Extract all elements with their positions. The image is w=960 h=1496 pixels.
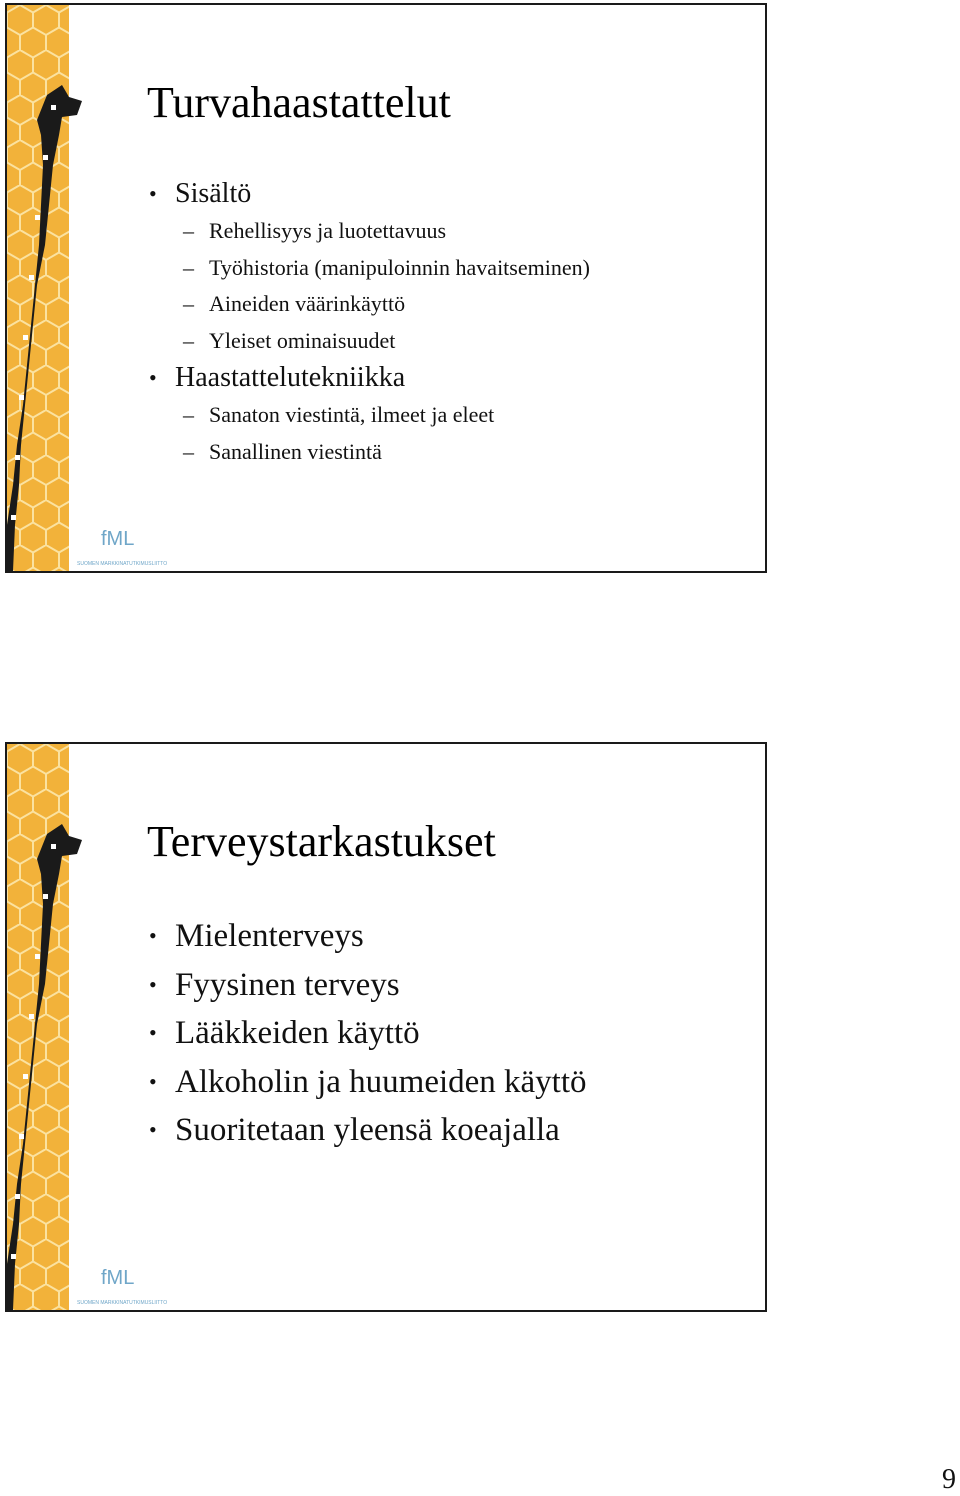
slide-1 — [5, 3, 767, 573]
bullet-icon: • — [149, 365, 157, 390]
dash-icon: – — [183, 402, 194, 427]
slide-2 — [5, 742, 767, 1312]
bullet-item: • Fyysinen terveys — [147, 961, 587, 1010]
slide-title: Turvahaastattelut — [147, 78, 451, 127]
svg-text:SUOMEN MARKKINATUTKIMUSLIITTO: SUOMEN MARKKINATUTKIMUSLIITTO — [77, 561, 168, 567]
bullet-icon: • — [149, 923, 157, 948]
dash-icon: – — [183, 291, 194, 316]
sub-bullet-item: – Yleiset ominaisuudet — [147, 323, 590, 360]
dash-icon: – — [183, 254, 194, 280]
dash-icon: – — [183, 218, 194, 243]
bullet-icon: • — [149, 1117, 157, 1142]
page-number: 9 — [942, 1464, 956, 1495]
bullet-item: • Lääkkeiden käyttö — [147, 1009, 587, 1058]
dash-icon: – — [183, 438, 194, 464]
fml-logo — [71, 519, 181, 571]
bullet-item: • Alkoholin ja huumeiden käyttö — [147, 1058, 587, 1107]
bullet-item: • Haastattelutekniikka — [147, 359, 590, 397]
sub-bullet-item: – Aineiden väärinkäyttö — [147, 286, 590, 323]
sub-bullet-item: – Sanallinen viestintä — [147, 434, 590, 471]
honeycomb-figure-decoration — [7, 744, 97, 1310]
bullet-icon: • — [149, 971, 157, 997]
honeycomb-figure-decoration — [7, 5, 97, 571]
bullet-item: • Sisältö — [147, 175, 590, 213]
sub-bullet-item: – Rehellisyys ja luotettavuus — [147, 213, 590, 250]
bullet-list — [147, 175, 590, 470]
bullet-list — [147, 912, 587, 1155]
sub-bullet-item: – Työhistoria (manipuloinnin havaitseminen) — [147, 250, 590, 287]
svg-text:fML: fML — [101, 1267, 135, 1289]
svg-text:SUOMEN MARKKINATUTKIMUSLIITTO: SUOMEN MARKKINATUTKIMUSLIITTO — [77, 1300, 168, 1306]
slide-title: Terveystarkastukset — [147, 817, 496, 866]
sub-bullet-item: – Sanaton viestintä, ilmeet ja eleet — [147, 397, 590, 434]
bullet-icon: • — [149, 1020, 157, 1045]
fml-logo — [71, 1258, 181, 1310]
bullet-item: • Mielenterveys — [147, 912, 587, 961]
dash-icon: – — [183, 327, 194, 353]
svg-text:fML: fML — [101, 528, 135, 550]
bullet-icon: • — [149, 181, 157, 206]
bullet-icon: • — [149, 1068, 157, 1094]
bullet-item: • Suoritetaan yleensä koeajalla — [147, 1106, 587, 1155]
